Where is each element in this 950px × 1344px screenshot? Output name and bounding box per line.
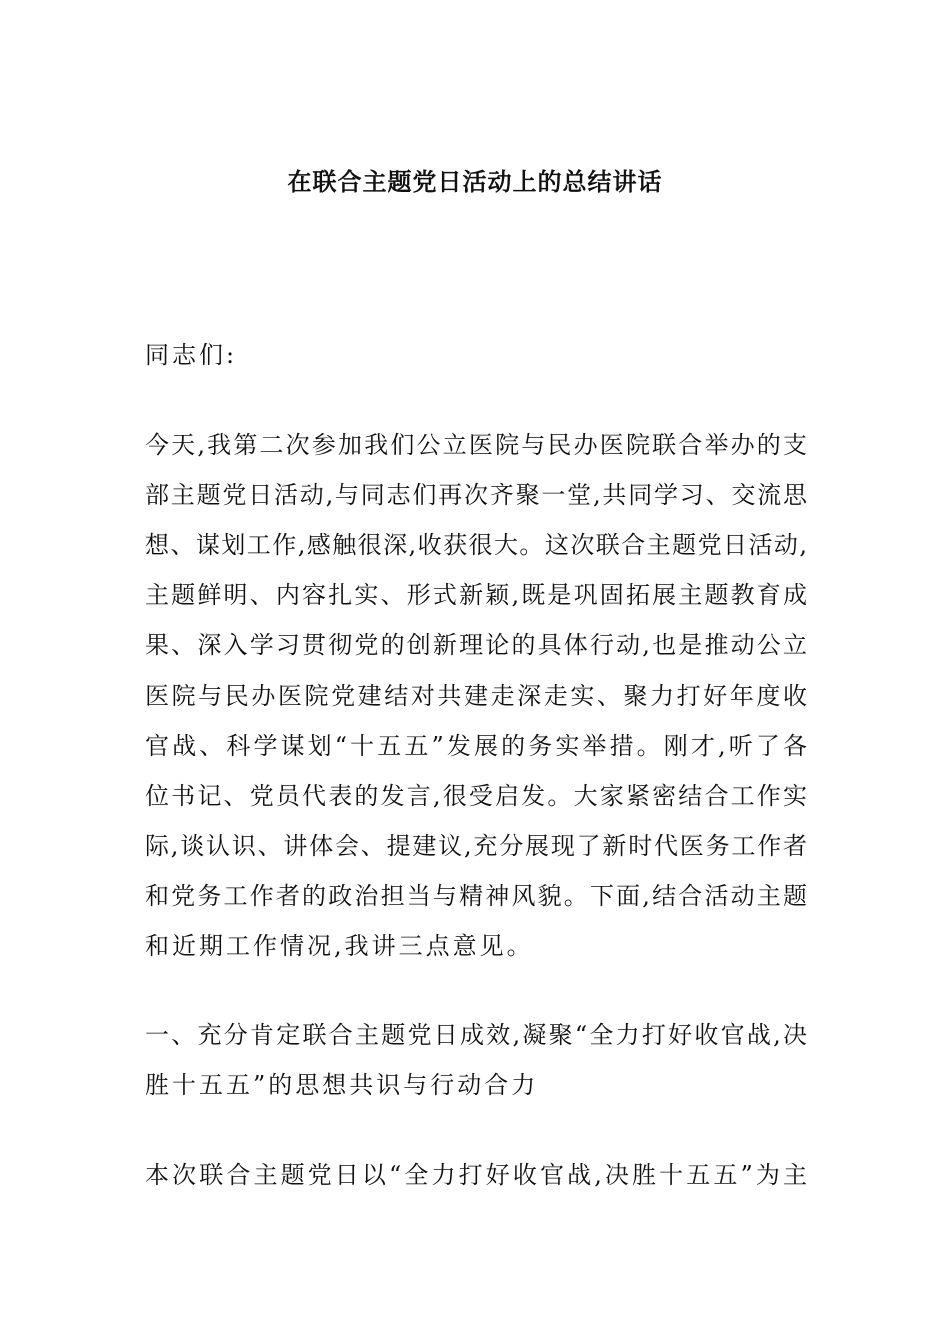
text-line: 官战、科学谋划“十五五”发展的务实举措。刚才,听了各 (145, 731, 807, 760)
text-line: 胜十五五”的思想共识与行动合力 (145, 1071, 539, 1100)
salutation: 同志们: (145, 341, 238, 369)
text-line: 果、深入学习贯彻党的创新理论的具体行动,也是推动公立 (145, 631, 807, 660)
text-line: 一、充分肯定联合主题党日成效,凝聚“全力打好收官战,决 (145, 1021, 807, 1049)
text-line: 主题鲜明、内容扎实、形式新颖,既是巩固拓展主题教育成 (145, 581, 807, 610)
text-line: 位书记、党员代表的发言,很受启发。大家紧密结合工作实 (145, 781, 807, 810)
text-line: 今天,我第二次参加我们公立医院与民办医院联合举办的支 (145, 431, 807, 459)
document-title: 在联合主题党日活动上的总结讲话 (287, 167, 663, 196)
text-line: 际,谈认识、讲体会、提建议,充分展现了新时代医务工作者 (145, 831, 807, 860)
text-line: 部主题党日活动,与同志们再次齐聚一堂,共同学习、交流思 (145, 481, 807, 510)
text-line: 想、谋划工作,感触很深,收获很大。这次联合主题党日活动, (145, 531, 807, 560)
text-line: 本次联合主题党日以“全力打好收官战,决胜十五五”为主 (145, 1161, 807, 1189)
text-line: 和近期工作情况,我讲三点意见。 (145, 932, 534, 960)
text-line: 和党务工作者的政治担当与精神风貌。下面,结合活动主题 (145, 881, 807, 910)
text-line: 医院与民办医院党建结对共建走深走实、聚力打好年度收 (145, 681, 807, 710)
